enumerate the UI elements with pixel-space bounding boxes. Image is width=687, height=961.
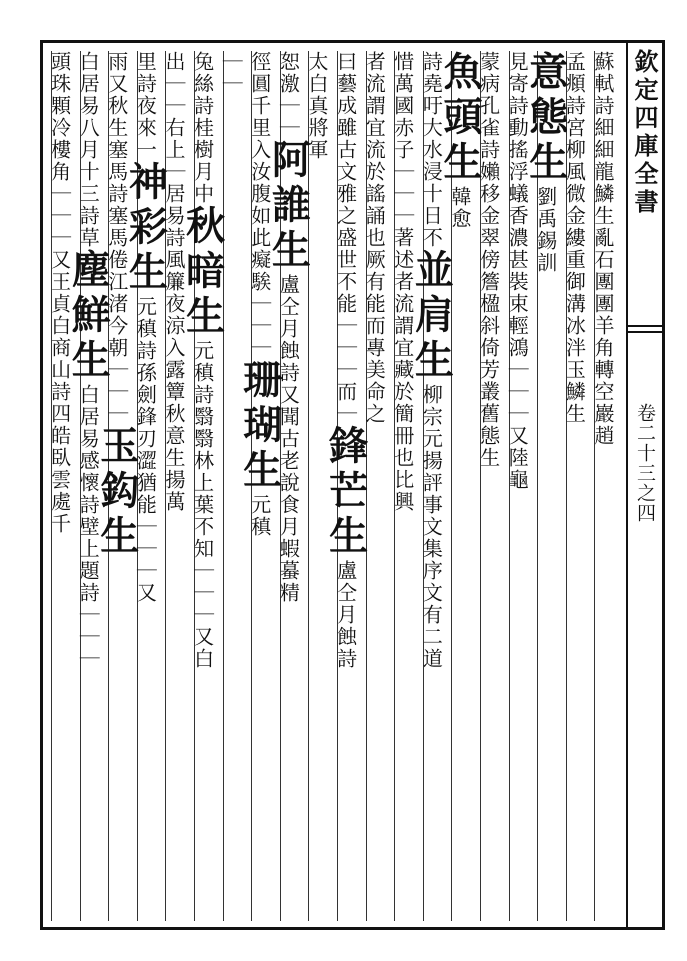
entry-note: 出｜｜右上｜ bbox=[161, 51, 186, 183]
entry-note: 詩堯吁大水浸十日 bbox=[419, 51, 444, 227]
text-column bbox=[390, 51, 423, 921]
entry-note: 塞馬詩塞馬倦江渚今朝｜｜｜ bbox=[104, 139, 129, 425]
entry-heading: 珊瑚生 bbox=[236, 359, 283, 494]
entry-note: 惜萬國赤子｜｜｜ bbox=[390, 51, 415, 227]
text-column bbox=[505, 51, 538, 921]
entry-note: 柳宗元揚評事文集序文有二道 bbox=[419, 384, 444, 670]
text-column bbox=[65, 51, 112, 921]
text-column bbox=[93, 51, 140, 921]
text-column bbox=[362, 51, 395, 921]
entry-note: 不 bbox=[419, 227, 444, 249]
entry-note: 徑圓千里入汝腹如此癡騃｜｜｜ bbox=[247, 51, 272, 359]
entry-note: 雨又秋生 bbox=[104, 51, 129, 139]
entry-note: 者流謂宜流於謠誦也厥有能而專美命之 bbox=[362, 51, 387, 425]
text-column bbox=[47, 51, 80, 921]
text-column bbox=[562, 51, 595, 921]
entry-note: ｜｜｜又陸龜 bbox=[505, 359, 530, 491]
entry-note: 恕激｜｜ bbox=[276, 51, 301, 139]
entry-heading: 秋暗生 bbox=[179, 205, 226, 340]
entry-note: 元稹詩翳翳林上葉不知｜｜｜又白 bbox=[190, 340, 215, 670]
juan-label: 卷二十三之四 bbox=[634, 403, 656, 523]
entry-heading: 意態生 bbox=[522, 51, 569, 186]
entry-note: 元稹 bbox=[247, 494, 272, 538]
banner-separator bbox=[628, 325, 664, 333]
entry-note: 里詩夜來一 bbox=[133, 51, 158, 161]
entry-note: 居易詩風簾夜涼入露簟秋意生揚萬 bbox=[161, 183, 186, 513]
text-column bbox=[522, 51, 569, 921]
entry-heading: 神彩生 bbox=[122, 161, 169, 296]
entry-note: 蒙病孔雀詩嬾移金翠傍簷楹斜倚芳叢舊態生 bbox=[476, 51, 501, 469]
header-title: 欽定四庫全書 bbox=[630, 49, 659, 217]
entry-heading: 並肩生 bbox=[408, 249, 455, 384]
entry-note: 白居易感懷詩壁上題詩｜｜｜ bbox=[76, 384, 101, 670]
text-column bbox=[408, 51, 455, 921]
header-banner bbox=[626, 43, 662, 927]
text-column bbox=[236, 51, 283, 921]
entry-note: 白居易八月十三詩草 bbox=[76, 51, 101, 249]
text-column bbox=[122, 51, 169, 921]
entry-note: 頭珠顆冷樓角｜｜｜ bbox=[47, 51, 72, 249]
entry-note: 太白真將軍 bbox=[304, 51, 329, 161]
entry-note: ｜｜ bbox=[219, 51, 244, 95]
text-column bbox=[436, 51, 483, 921]
entry-note: 又王貞白商山詩四皓臥雲處千 bbox=[47, 249, 72, 535]
text-column bbox=[161, 51, 194, 921]
text-column bbox=[219, 51, 252, 921]
entry-note: 蘇軾詩細細龍鱗生亂石團團羊角轉空巖 bbox=[590, 51, 615, 425]
entry-note: 孟頫詩宮柳風微金縷重御溝冰泮玉鱗生 bbox=[562, 51, 587, 425]
text-column bbox=[179, 51, 226, 921]
entry-note: 劉禹錫訓 bbox=[533, 186, 558, 274]
entry-note: 盧仝月蝕詩 bbox=[333, 560, 358, 670]
text-column bbox=[304, 51, 337, 921]
entry-note: 元稹詩孫劍鋒刃澀猶能｜｜｜又 bbox=[133, 296, 158, 604]
entry-note: 著述者流謂宜藏於簡冊也比興 bbox=[390, 227, 415, 513]
text-column bbox=[590, 51, 623, 921]
entry-note: 見寄詩動搖浮蟻香濃甚裝束輕鴻 bbox=[505, 51, 530, 359]
entry-note: 曰藝成雖古文雅之盛世不能｜｜｜而｜ bbox=[333, 51, 358, 425]
entry-heading: 玉鈎生 bbox=[93, 425, 140, 560]
entry-heading: 鋒芒生 bbox=[322, 425, 369, 560]
entry-note: 韓愈 bbox=[447, 186, 472, 230]
entry-heading: 阿誰生 bbox=[265, 139, 312, 274]
text-column bbox=[322, 51, 369, 921]
entry-heading: 塵鮮生 bbox=[65, 249, 112, 384]
entry-note: 盧仝月蝕詩又聞古老說食月蝦蟇精 bbox=[276, 274, 301, 604]
page-frame bbox=[40, 40, 665, 930]
text-column bbox=[265, 51, 312, 921]
text-column bbox=[476, 51, 509, 921]
entry-note: 趙 bbox=[590, 425, 615, 447]
entry-note: 兔絲詩桂樹月中 bbox=[190, 51, 215, 205]
entry-heading: 魚頭生 bbox=[436, 51, 483, 186]
